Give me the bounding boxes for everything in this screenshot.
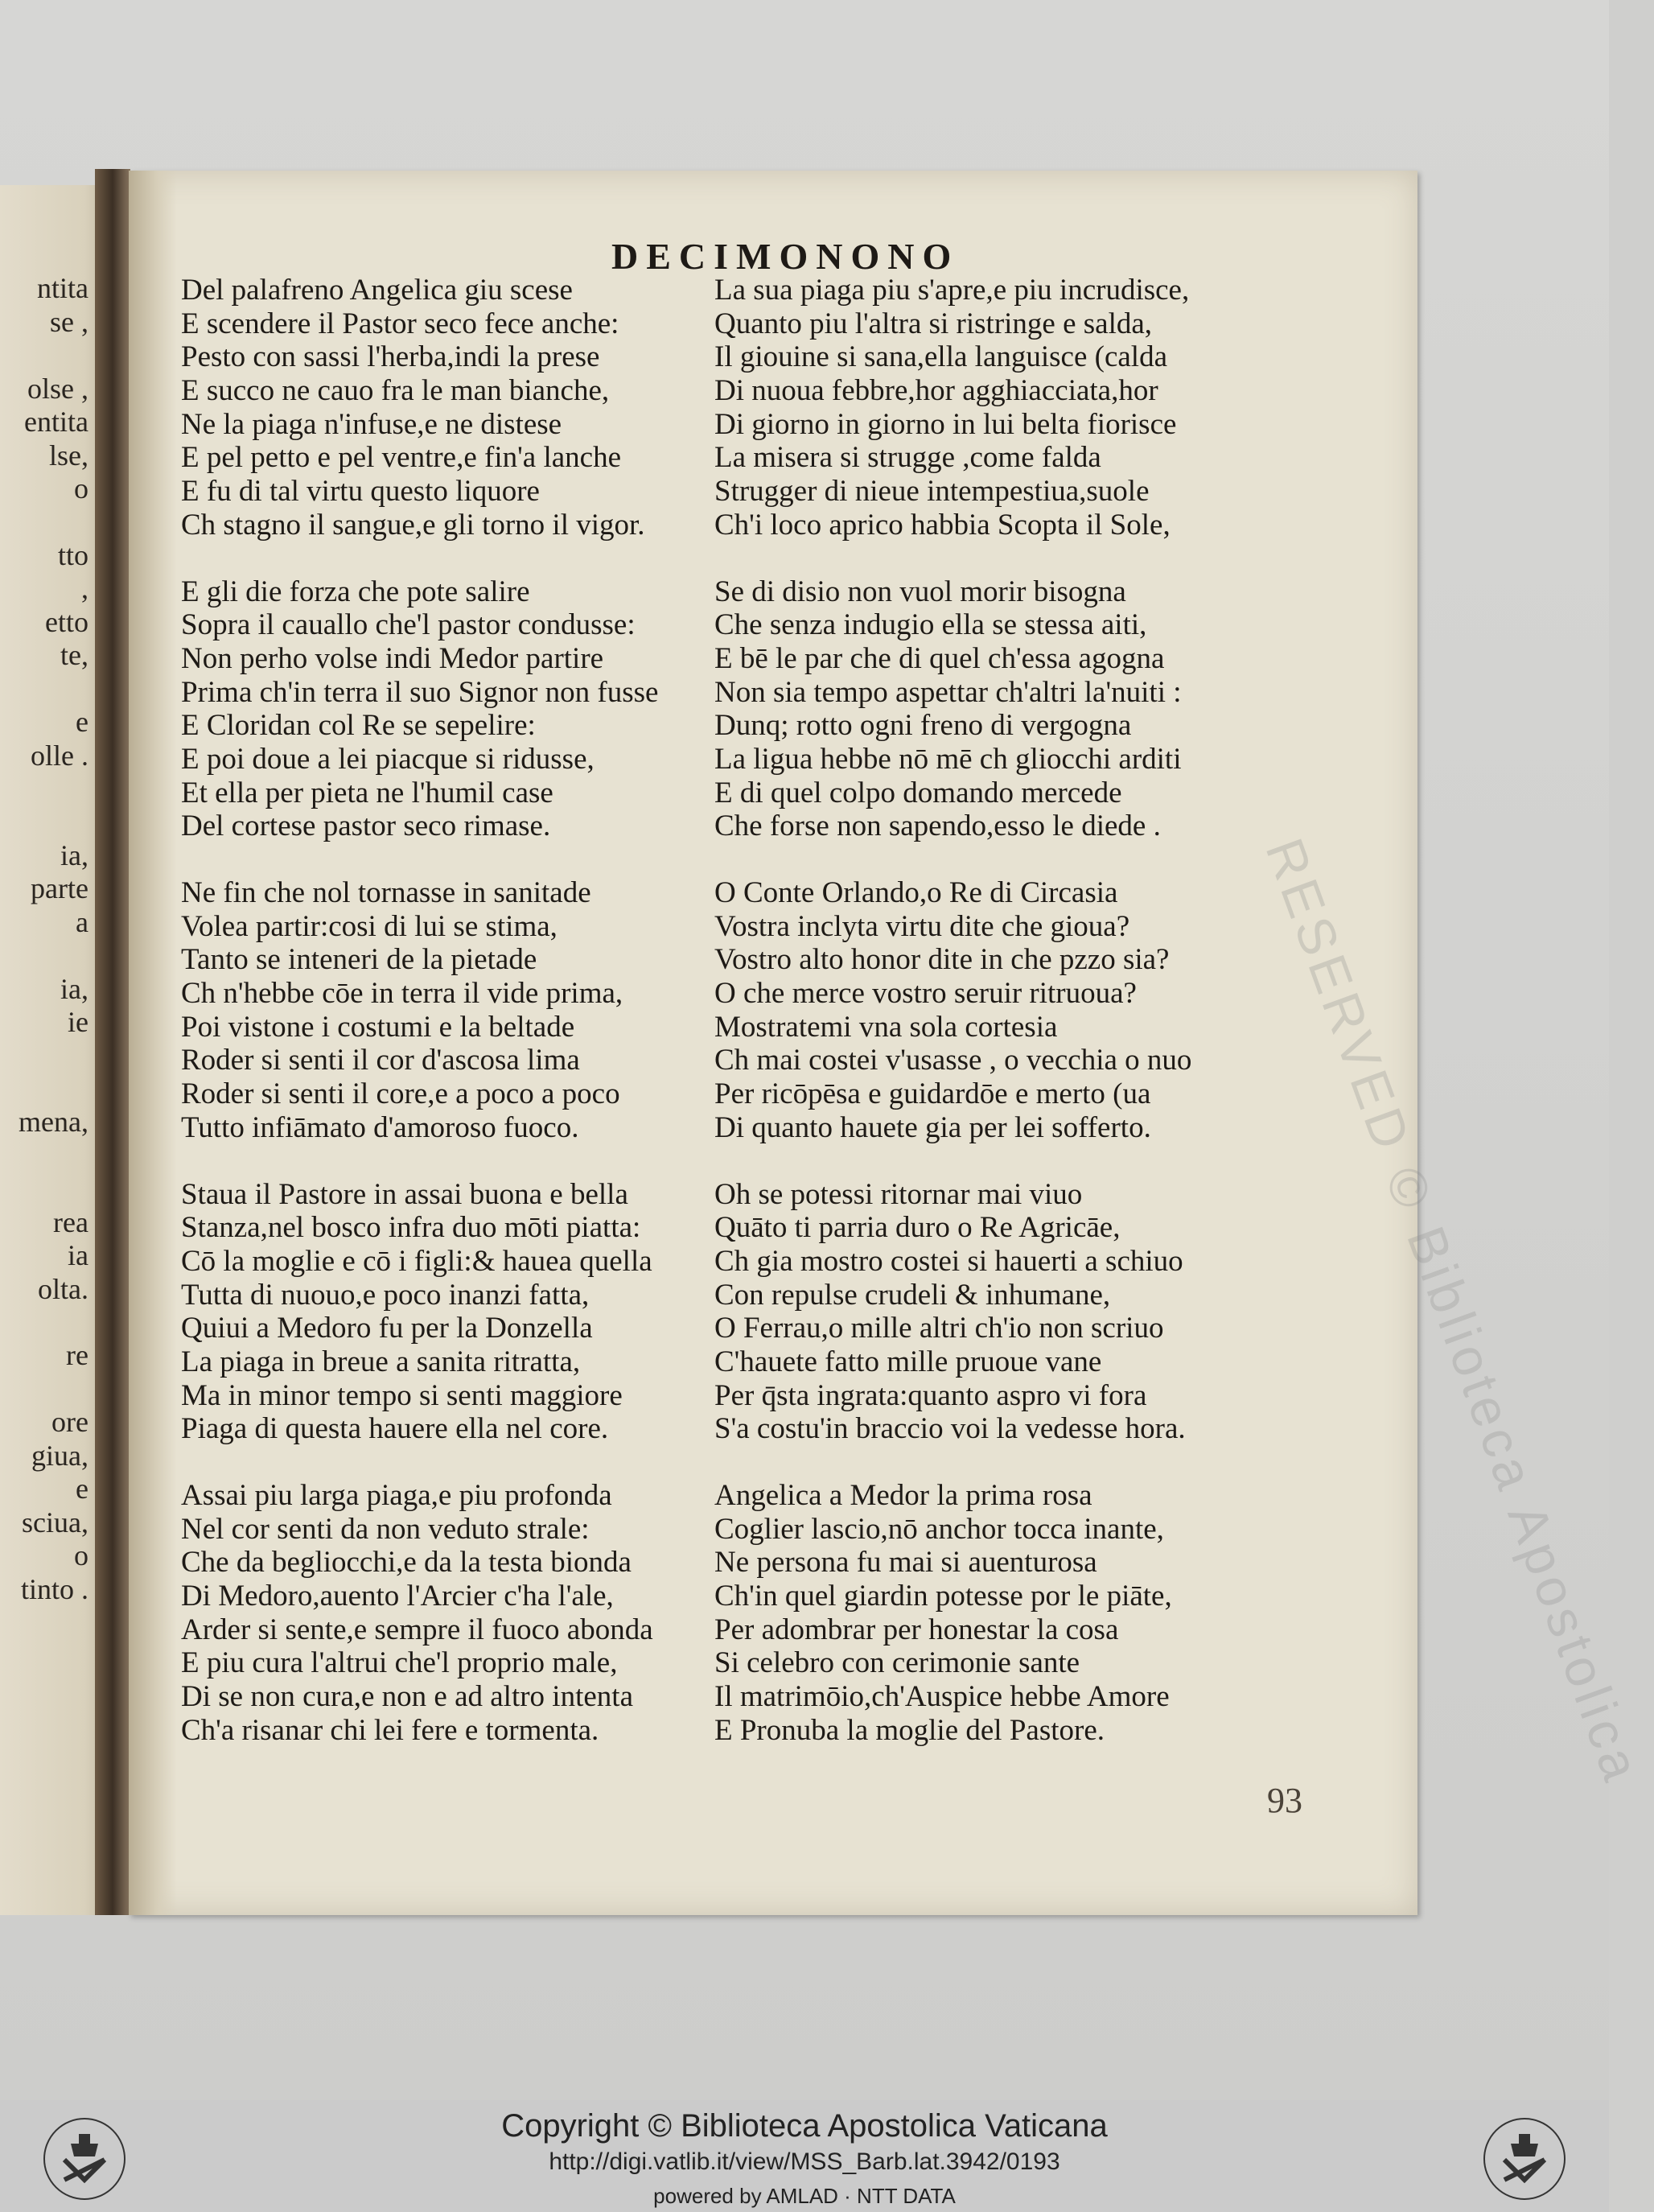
verse-line: S'a costu'in braccio voi la vedesse hora. <box>714 1412 1186 1446</box>
fragment-line: ie <box>68 1006 88 1038</box>
verse-line: O Ferrau,o mille altri ch'io non scriuo <box>714 1312 1164 1345</box>
fragment-line: etto <box>45 605 88 638</box>
stanza <box>714 876 1269 1145</box>
verse-line: Pesto con sassi l'herba,indi la prese <box>181 340 600 374</box>
source-url[interactable]: http://digi.vatlib.it/view/MSS_Barb.lat.3942/0193 <box>549 2148 1060 2175</box>
verse-line: La piaga in breue a sanita ritratta, <box>181 1345 581 1378</box>
verse-line: Roder si senti il core,e a poco a poco <box>181 1077 620 1111</box>
verse-line: E scendere il Pastor seco fece anche: <box>181 307 619 340</box>
verse-line: Ne la piaga n'infuse,e ne distese <box>181 407 562 441</box>
verse-line: Per ricōpēsa e guidardōe e merto (ua <box>714 1077 1151 1111</box>
vatican-library-seal-icon <box>1448 2111 1601 2206</box>
fragment-line <box>0 1073 88 1106</box>
verse-line: E gli die forza che pote salire <box>181 575 530 608</box>
verse-line: Stanza,nel bosco infra duo mōti piatta: <box>181 1211 641 1245</box>
verse-line: Tutta di nuouo,e poco inanzi fatta, <box>181 1278 590 1312</box>
binding-edge <box>95 169 130 1915</box>
verse-line: Ch mai costei v'usasse , o vecchia o nuo <box>714 1044 1192 1077</box>
verse-line: Di quanto hauete gia per lei sofferto. <box>714 1110 1151 1144</box>
verse-line: Ch'i loco aprico habbia Scopta il Sole, <box>714 508 1171 542</box>
verse-line: E piu cura l'altrui che'l proprio male, <box>181 1646 618 1680</box>
fragment-line: o <box>74 1539 88 1571</box>
fragment-line: ia, <box>60 838 88 871</box>
fragment-line: ia <box>68 1239 88 1271</box>
stanza <box>714 274 1269 542</box>
verse-line: Se di disio non vuol morir bisogna <box>714 575 1126 608</box>
fragment-line: ore <box>51 1406 88 1438</box>
verse-line: Il matrimōio,ch'Auspice hebbe Amore <box>714 1680 1170 1714</box>
fragment-line: ia, <box>60 972 88 1005</box>
page-gutter <box>129 171 177 1915</box>
verse-line: Non perho volse indi Medor partire <box>181 641 604 675</box>
verse-line: Ch n'hebbe cōe in terra il vide prima, <box>181 977 623 1011</box>
verse-line: Roder si senti il cor d'ascosa lima <box>181 1044 580 1077</box>
page-number: 93 <box>1267 1781 1302 1820</box>
fragment-line: tto <box>57 538 88 571</box>
stanza <box>714 1479 1269 1748</box>
copyright-text: Copyright © Biblioteca Apostolica Vaticana <box>501 2108 1108 2144</box>
fragment-line: olta. <box>38 1272 88 1305</box>
verse-line: Ma in minor tempo si senti maggiore <box>181 1378 623 1412</box>
verse-line: Quiui a Medoro fu per la Donzella <box>181 1312 593 1345</box>
verse-line: E di quel colpo domando mercede <box>714 776 1122 809</box>
verse-line: E fu di tal virtu questo liquore <box>181 475 540 509</box>
book-page <box>129 171 1653 1915</box>
verse-line: E bē le par che di quel ch'essa agogna <box>714 641 1165 675</box>
fragment-line: olse , <box>27 372 88 405</box>
verse-line: Di se non cura,e non e ad altro intenta <box>181 1680 633 1714</box>
verse-line: Di nuoua febbre,hor agghiacciata,hor <box>714 374 1158 408</box>
verse-line: Quāto ti parria duro o Re Agricāe, <box>714 1211 1121 1245</box>
verse-line: Tanto se inteneri de la pietade <box>181 943 537 977</box>
fragment-line: ntita <box>37 272 88 304</box>
fragment-line <box>0 1373 88 1407</box>
powered-by-text: powered by AMLAD · NTT DATA <box>653 2184 956 2208</box>
verse-line: O che merce vostro seruir ritruoua? <box>714 977 1137 1011</box>
fragment-line <box>0 805 88 839</box>
verse-line: Ne persona fu mai si auenturosa <box>714 1546 1097 1580</box>
fragment-line: a <box>76 905 88 938</box>
fragment-line: te, <box>60 639 88 671</box>
verse-line: Di Medoro,auento l'Arcier c'ha l'ale, <box>181 1580 614 1613</box>
verse-line: Che da begliocchi,e da la testa bionda <box>181 1546 632 1580</box>
verse-line: Non sia tempo aspettar ch'altri la'nuiti : <box>714 675 1182 709</box>
verse-column-right <box>714 274 1269 1781</box>
verse-line: La ligua hebbe nō mē ch gliocchi arditi <box>714 742 1182 776</box>
verse-line: Che senza indugio ella se stessa aiti, <box>714 608 1147 642</box>
fragment-line: olle . <box>31 739 88 772</box>
verse-line: O Conte Orlando,o Re di Circasia <box>714 876 1118 909</box>
facing-page-fragments <box>0 272 88 1639</box>
verse-line: E Pronuba la moglie del Pastore. <box>714 1713 1105 1747</box>
verse-line: Sopra il cauallo che'l pastor condusse: <box>181 608 636 642</box>
verse-line: Il giouine si sana,ella languisce (calda <box>714 340 1168 374</box>
verse-line: Angelica a Medor la prima rosa <box>714 1479 1092 1512</box>
verse-line: Vostro alto honor dite in che pzzo sia? <box>714 943 1170 977</box>
verse-line: Del palafreno Angelica giu scese <box>181 274 573 307</box>
verse-line: Staua il Pastore in assai buona e bella <box>181 1177 628 1211</box>
verse-line: Che forse non sapendo,esso le diede . <box>714 809 1161 843</box>
verse-line: Ch stagno il sangue,e gli torno il vigor. <box>181 508 645 542</box>
fragment-line: e <box>76 706 88 738</box>
fragment-line <box>0 339 88 373</box>
fragment-line: re <box>66 1339 88 1371</box>
stanza <box>181 274 736 542</box>
verse-line: Quanto piu l'altra si ristringe e salda, <box>714 307 1153 340</box>
verse-line: Con repulse crudeli & inhumane, <box>714 1278 1111 1312</box>
verse-line: C'hauete fatto mille pruoue vane <box>714 1345 1102 1378</box>
fragment-line: tinto . <box>20 1572 88 1605</box>
stanza <box>714 1178 1269 1447</box>
page-header: DECIMONONO <box>611 236 960 277</box>
verse-line: Oh se potessi ritornar mai viuo <box>714 1177 1083 1211</box>
verse-line: E Cloridan col Re se sepelire: <box>181 709 536 743</box>
fragment-line <box>0 1172 88 1206</box>
stanza <box>714 575 1269 844</box>
fragment-line: se , <box>50 305 88 338</box>
verse-line: Del cortese pastor seco rimase. <box>181 809 551 843</box>
verse-line: Poi vistone i costumi e la beltade <box>181 1010 575 1044</box>
fragment-line: mena, <box>19 1106 88 1138</box>
verse-line: Nel cor senti da non veduto strale: <box>181 1512 590 1546</box>
vatican-library-seal-icon <box>8 2111 161 2206</box>
verse-line: Strugger di nieue intempestiua,suole <box>714 475 1150 509</box>
verse-line: Si celebro con cerimonie sante <box>714 1646 1080 1680</box>
verse-line: Volea partir:cosi di lui se stima, <box>181 909 558 943</box>
fragment-line: sciua, <box>22 1506 88 1539</box>
verse-line: Cō la moglie e cō i figli:& hauea quella <box>181 1244 652 1278</box>
fragment-line: rea <box>53 1205 88 1238</box>
fragment-line: parte <box>31 872 88 904</box>
verse-line: La misera si strugge ,come falda <box>714 441 1101 475</box>
verse-column-left <box>181 274 736 1781</box>
verse-line: Per adombrar per honestar la cosa <box>714 1613 1119 1646</box>
verse-line: La sua piaga piu s'apre,e piu incrudisce, <box>714 274 1190 307</box>
stanza <box>181 1479 736 1748</box>
verse-line: Prima ch'in terra il suo Signor non fusse <box>181 675 659 709</box>
verse-line: Per q̄sta ingrata:quanto aspro vi fora <box>714 1378 1147 1412</box>
stanza <box>181 1178 736 1447</box>
footer-bar <box>0 2100 1609 2212</box>
fragment-line <box>0 673 88 706</box>
verse-line: Arder si sente,e sempre il fuoco abonda <box>181 1613 653 1646</box>
stanza <box>181 575 736 844</box>
verse-line: Dunq; rotto ogni freno di vergogna <box>714 709 1132 743</box>
verse-line: Ch'in quel giardin potesse por le piāte, <box>714 1580 1172 1613</box>
fragment-line: giua, <box>31 1439 88 1472</box>
verse-line: Coglier lascio,nō anchor tocca inante, <box>714 1512 1164 1546</box>
verse-line: E poi doue a lei piacque si ridusse, <box>181 742 595 776</box>
fragment-line: o <box>74 472 88 505</box>
verse-line: Ch gia mostro costei si hauerti a schiuo <box>714 1244 1183 1278</box>
verse-line: Assai piu larga piaga,e piu profonda <box>181 1479 612 1512</box>
fragment-line: lse, <box>49 439 88 472</box>
fragment-line <box>0 939 88 973</box>
watermark: RESERVED © Biblioteca Apostolica <box>1254 830 1653 1793</box>
verse-line: E pel petto e pel ventre,e fin'a lanche <box>181 441 622 475</box>
verse-line: Mostratemi vna sola cortesia <box>714 1010 1058 1044</box>
verse-line: Vostra inclyta virtu dite che gioua? <box>714 909 1130 943</box>
verse-line: Piaga di questa hauere ella nel core. <box>181 1412 609 1446</box>
fragment-line: e <box>76 1473 88 1505</box>
verse-line: Ne fin che nol tornasse in sanitade <box>181 876 591 909</box>
fragment-line: entita <box>24 406 88 438</box>
verse-line: E succo ne cauo fra le man bianche, <box>181 374 610 408</box>
verse-line: Ch'a risanar chi lei fere e tormenta. <box>181 1713 599 1747</box>
verse-line: Et ella per pieta ne l'humil case <box>181 776 553 809</box>
fragment-line: , <box>81 572 88 604</box>
fragment-line <box>0 1139 88 1173</box>
verse-line: Tutto infiāmato d'amoroso fuoco. <box>181 1110 579 1144</box>
stanza <box>181 876 736 1145</box>
verse-line: Di giorno in giorno in lui belta fiorisce <box>714 407 1177 441</box>
